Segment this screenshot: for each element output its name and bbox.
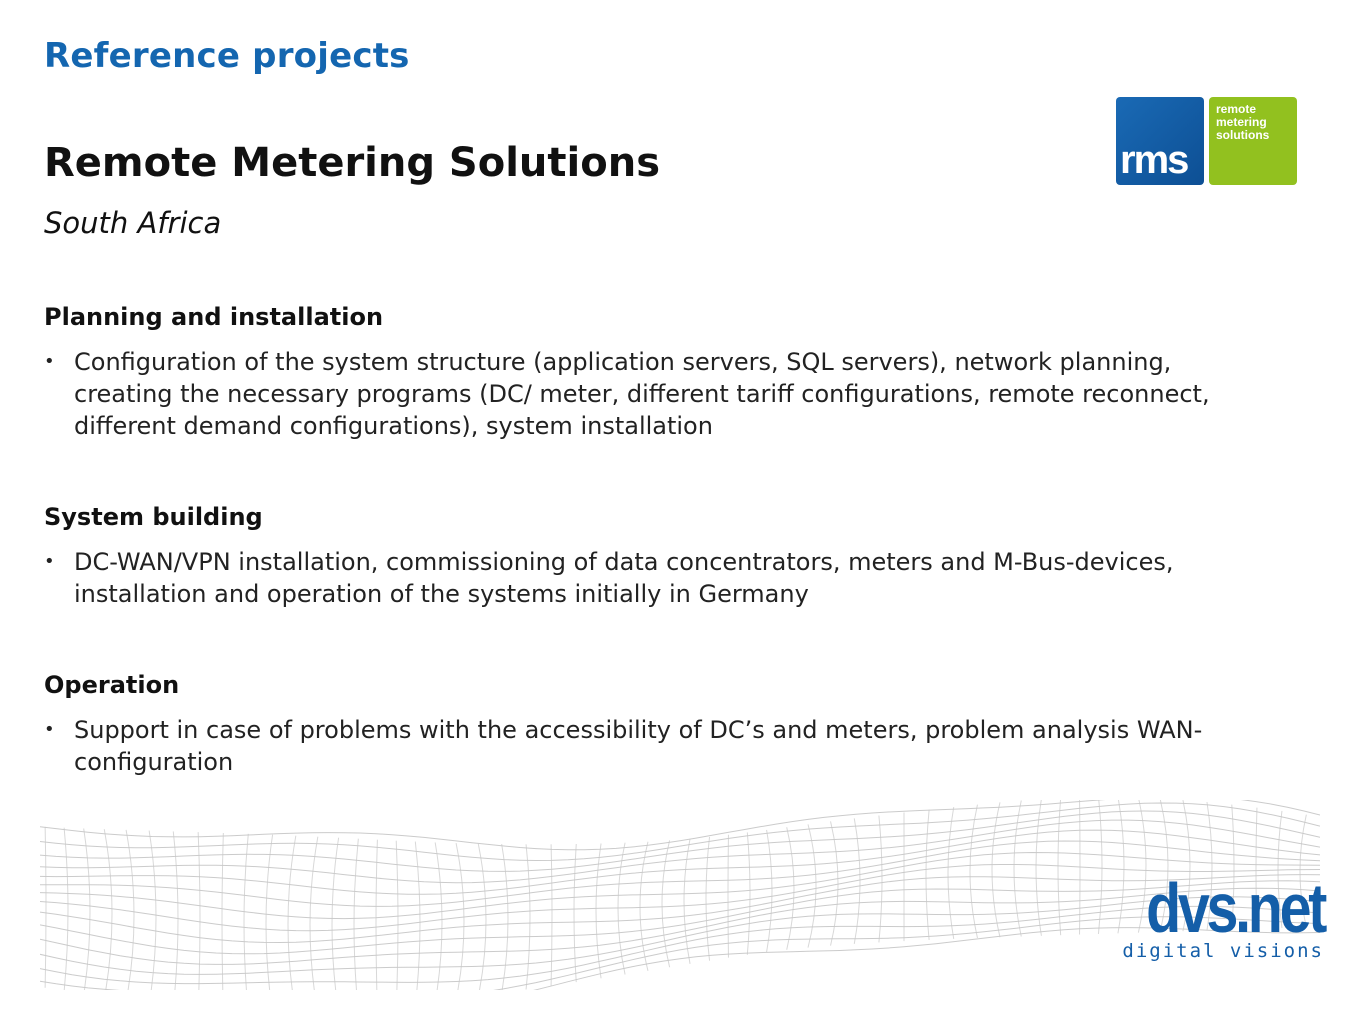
rms-logo xyxy=(1116,97,1298,185)
wave-line xyxy=(40,800,1320,850)
rms-logo-mark-text: rms xyxy=(1120,138,1188,182)
wave-mesh-line xyxy=(706,837,710,961)
bullet-list xyxy=(44,714,1274,778)
list-item-text: Configuration of the system structure (application servers, SQL servers), network planning, creating the necessary programs (DC/ meter, different tariff configurations, remote reconnect, different demand configurations), system installation xyxy=(74,348,1210,440)
planning-section xyxy=(44,302,1274,442)
bullet-icon: • xyxy=(44,351,55,372)
system-building-section xyxy=(44,502,1274,610)
wave-mesh-line xyxy=(126,830,134,990)
rms-logo-mark xyxy=(1116,97,1204,185)
wave-mesh-line xyxy=(662,840,670,967)
dvs-logo xyxy=(1110,870,1330,970)
wave-mesh-line xyxy=(526,844,530,989)
section-heading: Planning and installation xyxy=(44,303,384,331)
wave-mesh-line xyxy=(288,836,296,990)
wave-mesh-line xyxy=(104,829,112,990)
list-item-text: Support in case of problems with the accessibility of DC’s and meters, problem analysis WAN-configuration xyxy=(74,716,1203,776)
wave-mesh-line xyxy=(618,843,625,975)
wave-mesh-line xyxy=(1014,801,1021,937)
bullet-list xyxy=(44,346,1274,442)
wave-mesh-line xyxy=(45,827,46,988)
wave-mesh-line xyxy=(266,835,273,990)
section-heading: System building xyxy=(44,503,263,531)
bullet-list xyxy=(44,546,1274,610)
rms-logo-line: remote xyxy=(1216,102,1257,116)
wave-mesh-line xyxy=(574,844,576,982)
wave-mesh-line xyxy=(354,839,358,990)
project-subtitle: South Africa xyxy=(44,206,222,240)
wave-mesh-line xyxy=(970,805,977,938)
wave-mesh-line xyxy=(551,844,552,986)
dvs-logo-name: dvs.net xyxy=(1145,869,1324,947)
wave-mesh-line xyxy=(84,829,90,991)
rms-logo-line: solutions xyxy=(1216,128,1270,142)
wave-mesh-line xyxy=(64,828,68,990)
bullet-icon: • xyxy=(44,551,55,572)
wave-mesh-line xyxy=(310,837,318,990)
wave-mesh-line xyxy=(926,810,929,940)
wave-mesh-line xyxy=(767,830,772,952)
operation-section xyxy=(44,670,1274,778)
wave-mesh-line xyxy=(747,832,750,954)
wave-mesh-line xyxy=(879,816,882,943)
bullet-icon: • xyxy=(44,719,55,740)
list-item-text: DC-WAN/VPN installation, commissioning of data concentrators, meters and M-Bus-devices, installation and operation of the systems initially in Germany xyxy=(74,548,1174,608)
wave-mesh-line xyxy=(808,824,816,947)
wave-mesh-line xyxy=(173,831,178,990)
list-item xyxy=(44,546,1274,610)
rms-logo-line: metering xyxy=(1216,115,1267,129)
wave-mesh-line xyxy=(149,831,156,990)
list-item xyxy=(44,346,1274,442)
wave-mesh-line xyxy=(684,839,690,964)
project-title: Remote Metering Solutions xyxy=(44,140,660,186)
wave-mesh-line xyxy=(787,827,794,950)
wave-mesh-line xyxy=(948,807,954,939)
wave-mesh-line xyxy=(478,844,486,990)
section-heading: Operation xyxy=(44,671,180,699)
wave-mesh-line xyxy=(992,802,1000,937)
dvs-logo-tagline: digital visions xyxy=(1122,940,1324,962)
section-title: Reference projects xyxy=(44,36,410,76)
wave-mesh-line xyxy=(435,842,442,990)
wave-mesh-line xyxy=(332,838,339,990)
wave-mesh-line xyxy=(502,844,508,990)
list-item xyxy=(44,714,1274,778)
wave-mesh-line xyxy=(222,833,223,990)
rms-logo-wordmark xyxy=(1209,97,1297,185)
wave-mesh-line xyxy=(456,843,464,990)
wave-mesh-line xyxy=(1058,800,1061,935)
